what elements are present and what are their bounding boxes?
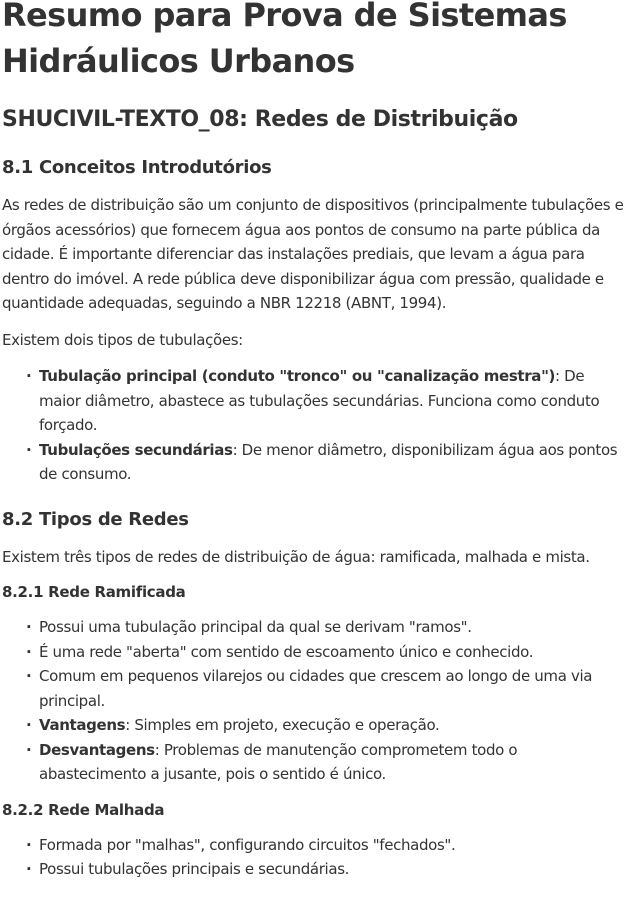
list-item-bold: Tubulação principal (conduto "tronco" ou "canalização mestra") (39, 367, 556, 385)
list-item-bold: Vantagens (39, 716, 126, 734)
page-title: Resumo para Prova de Sistemas Hidráulicos Urbanos (2, 0, 567, 80)
heading-8-2: 8.2 Tipos de Redes (2, 508, 189, 530)
mesh-network-list (2, 833, 626, 882)
heading-8-2-2: 8.2.2 Rede Malhada (2, 800, 165, 819)
list-item (2, 438, 626, 487)
pipe-types-list (2, 364, 626, 487)
pipe-types-intro: Existem dois tipos de tubulações: (2, 330, 243, 349)
bullet-icon: · (26, 367, 32, 385)
list-item-text: Comum em pequenos vilarejos ou cidades que crescem ao longo de uma via principal. (39, 667, 593, 710)
list-item (2, 857, 626, 882)
intro-paragraph: As redes de distribuição são um conjunto de dispositivos (principalmente tubulações e órgãos acessórios) que fornecem água aos pontos de consumo na parte pública da cidade. É importante diferenciar das instalações prediais, que levam a água para dentro do imóvel. A rede pública deve disponibilizar água com pressão, qualidade e quantidade adequadas, seguindo a NBR 12218 (ABNT, 1994). (2, 196, 624, 312)
list-item-text: : De menor diâmetro, disponibilizam água aos pontos de consumo. (39, 440, 618, 483)
list-item-bold: Desvantagens (39, 740, 155, 759)
list-item (2, 664, 626, 713)
bullet-icon: · (26, 835, 32, 854)
list-item (2, 364, 626, 438)
branched-network-list (2, 615, 626, 787)
bullet-icon: · (26, 716, 32, 734)
heading-8-1: 8.1 Conceitos Introdutórios (2, 157, 272, 178)
list-item-text: Possui tubulações principais e secundárias. (39, 860, 350, 878)
bullet-icon: · (26, 642, 32, 661)
list-item-text: Possui uma tubulação principal da qual se derivam "ramos". (39, 618, 472, 636)
list-item (2, 640, 626, 665)
bullet-icon: · (26, 860, 32, 878)
list-item (2, 833, 626, 858)
bullet-icon: · (26, 440, 32, 459)
bullet-icon: · (26, 618, 32, 636)
list-item-text: Formada por "malhas", configurando circuitos "fechados". (39, 835, 456, 854)
list-item-bold: Tubulações secundárias (39, 440, 233, 459)
heading-8-2-1: 8.2.1 Rede Ramificada (2, 583, 186, 601)
list-item-text: É uma rede "aberta" com sentido de escoamento único e conhecido. (39, 642, 534, 661)
list-item-text: : De maior diâmetro, abastece as tubulações secundárias. Funciona como conduto forçado. (39, 367, 600, 434)
section-title: SHUCIVIL-TEXTO_08: Redes de Distribuição (2, 107, 518, 132)
list-item (2, 615, 626, 640)
bullet-icon: · (26, 740, 32, 759)
network-types-paragraph: Existem três tipos de redes de distribuição de água: ramificada, malhada e mista. (2, 547, 590, 566)
list-item-text: : Problemas de manutenção comprometem todo o abastecimento a jusante, pois o sentido é único. (39, 740, 518, 783)
bullet-icon: · (26, 667, 32, 685)
list-item-text: : Simples em projeto, execução e operação. (125, 716, 440, 734)
list-item (2, 713, 626, 738)
list-item (2, 738, 626, 787)
